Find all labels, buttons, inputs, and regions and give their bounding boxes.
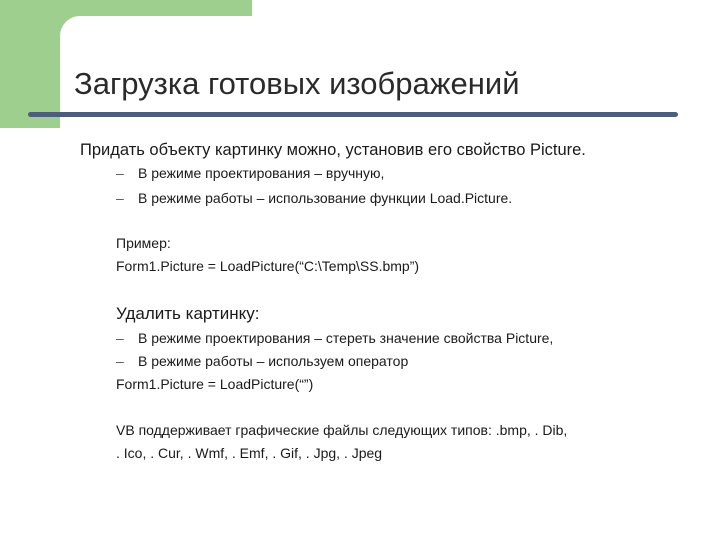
delete-code: Form1.Picture = LoadPicture(“”) [116, 376, 314, 392]
formats-line-2: . Ico, . Cur, . Wmf, . Emf, . Gif, . Jpg, . Jpeg [116, 445, 383, 461]
example-label: Пример: [116, 235, 171, 251]
delete-bullet-design: В режиме проектирования – стереть значение свойства Picture, [138, 330, 554, 346]
bullet-dash: – [116, 190, 124, 206]
delete-heading: Удалить картинку: [116, 304, 260, 323]
bullet-dash: – [116, 330, 124, 346]
intro-text: Придать объекту картинку можно, установив его свойство Picture. [80, 141, 586, 159]
example-code: Form1.Picture = LoadPicture(“C:\Temp\SS.bmp”) [116, 258, 420, 274]
set-bullet-runtime: В режиме работы – использование функции Load.Picture. [138, 190, 513, 206]
set-bullet-design: В режиме проектирования – вручную, [138, 165, 385, 181]
formats-line-1: VB поддерживает графические файлы следующих типов: .bmp, . Dib, [116, 422, 568, 438]
bullet-dash: – [116, 165, 124, 181]
slide-title: Загрузка готовых изображений [74, 66, 520, 101]
bullet-dash: – [116, 353, 124, 369]
title-underline [28, 112, 678, 117]
delete-bullet-runtime: В режиме работы – используем оператор [138, 353, 409, 369]
